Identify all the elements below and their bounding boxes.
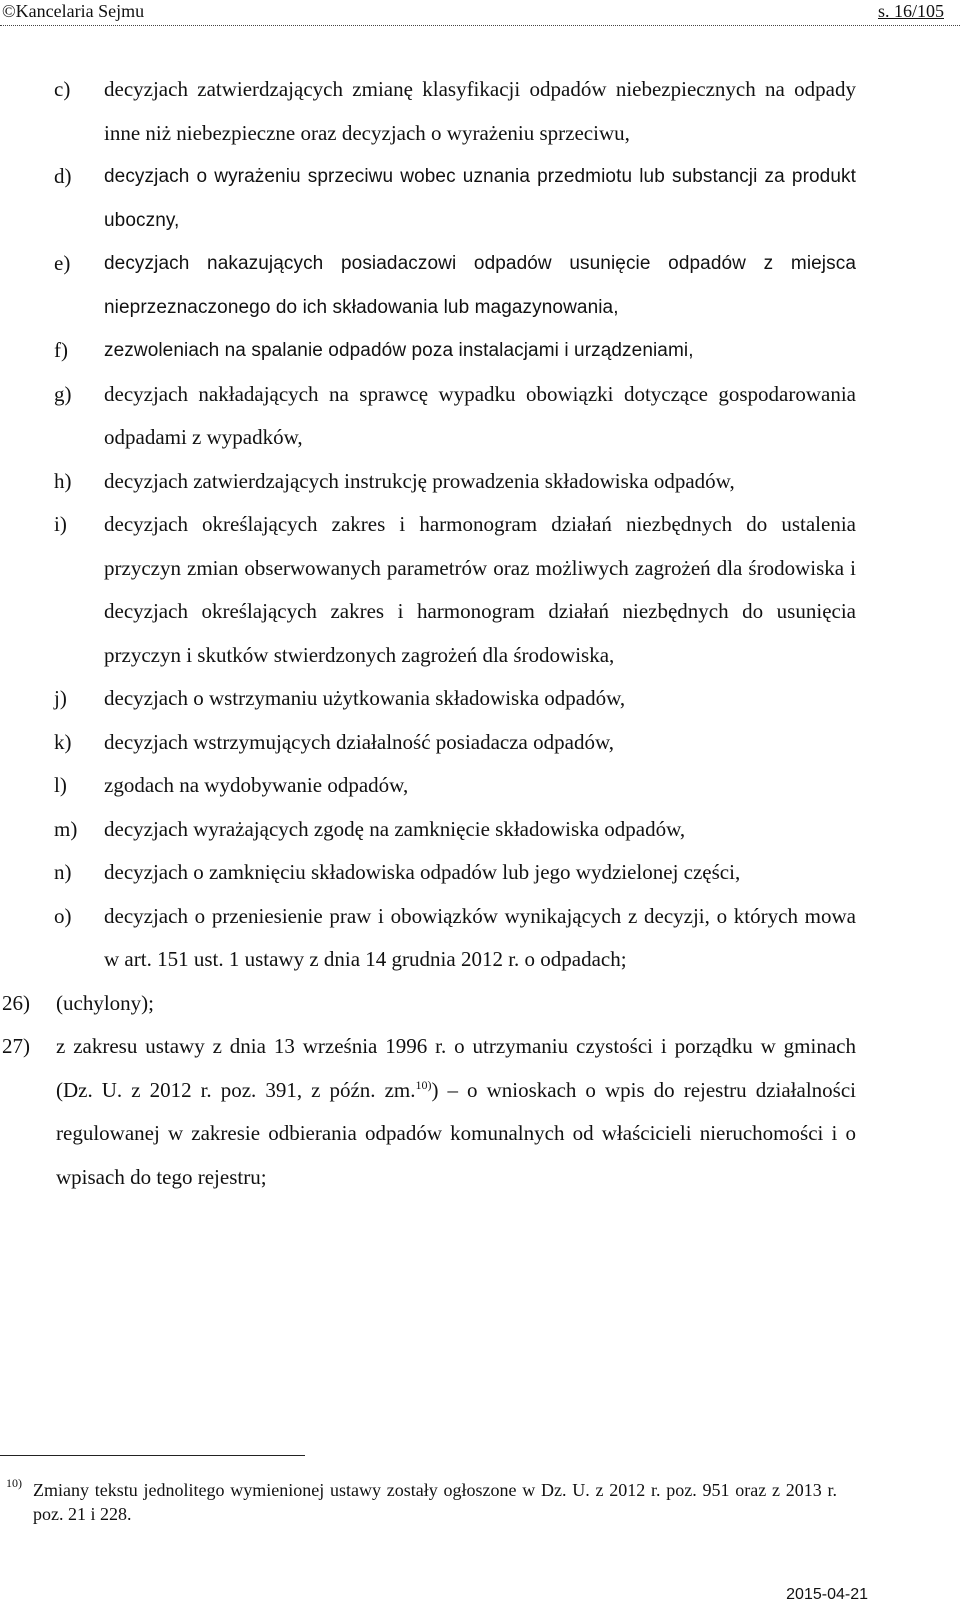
list-marker: 27) [2,1034,30,1058]
list-marker: l) [54,773,67,797]
footnote [0,1478,960,1526]
list-item-n [0,851,960,895]
list-marker: i) [54,512,67,536]
header-page-number: s. 16/105 [877,1,944,21]
list-item-c [0,68,960,155]
list-item-text: decyzjach nakładających na sprawcę wypadku obowiązki dotyczące gospodarowania odpadami z wypadków, [104,381,856,449]
list-item-f [0,329,960,373]
list-item-e [0,242,960,329]
list-item-k [0,721,960,765]
footer-date: 2015-04-21 [786,1586,868,1603]
list-item-l [0,764,960,808]
footnote-text: Zmiany tekstu jednolitego wymienionej ustawy zostały ogłoszone w Dz. U. z 2012 r. poz. 951 oraz z 2013 r. poz. 21 i 228. [33,1480,837,1524]
list-marker: d) [54,164,72,188]
list-marker: e) [54,251,71,275]
list-marker: n) [54,860,72,884]
list-marker: h) [54,468,72,493]
list-item-text: zgodach na wydobywanie odpadów, [104,773,409,797]
list-item-text: (uchylony); [56,990,154,1015]
list-item-text: decyzjach wstrzymujących działalność posiadacza odpadów, [104,729,614,754]
list-item-h [0,460,960,504]
list-item-text: decyzjach o przeniesienie praw i obowiązków wynikających z decyzji, o których mowa w art. 151 ust. 1 ustawy z dnia 14 grudnia 2012 r. o odpadach; [104,903,856,971]
list-item-26 [0,982,960,1026]
list-item-j [0,677,960,721]
list-marker: c) [54,77,71,101]
header-rule [0,25,960,26]
list-item-text: decyzjach o zamknięciu składowiska odpadów lub jego wydzielonej części, [104,860,741,884]
list-item-text: decyzjach o wstrzymaniu użytkowania składowiska odpadów, [104,686,626,710]
list-marker: m) [54,816,78,841]
list-item-text [56,1025,856,1199]
list-marker: o) [54,903,72,928]
header-copyright: ©Kancelaria Sejmu [2,1,145,21]
item-27-text-before: z zakresu ustawy z dnia 13 września 1996 r. o utrzymaniu czystości i porządku w gminach (Dz. U. z 2012 r. poz. 391, z późn. zm. [56,1034,856,1102]
footnote-separator [0,1455,305,1456]
item-27-text-after: ) – o wnioskach o wpis do rejestru działalności regulowanej w zakresie odbierania odpadów komunalnych od właścicieli nieruchomości i o wpisach do tego rejestru; [56,1077,856,1189]
document-body [0,68,960,1199]
list-item-text: zezwoleniach na spalanie odpadów poza instalacjami i urządzeniami, [104,340,694,361]
list-marker: g) [54,381,72,406]
list-marker: j) [54,686,67,710]
list-marker: k) [54,729,72,754]
list-item-text: decyzjach określających zakres i harmonogram działań niezbędnych do ustalenia przyczyn zmian obserwowanych parametrów oraz możliwych zagrożeń dla środowiska i decyzjach określających zakres i harmonogram działań niezbędnych do usunięcia przyczyn i skutków stwierdzonych zagrożeń dla środowiska, [104,512,856,667]
list-item-i [0,503,960,677]
list-item-d [0,155,960,242]
list-item-g [0,373,960,460]
list-item-text: decyzjach wyrażających zgodę na zamknięcie składowiska odpadów, [104,816,686,841]
list-marker: 26) [2,990,30,1015]
list-item-o [0,895,960,982]
list-marker: f) [54,338,68,362]
list-item-27 [0,1025,960,1199]
list-item-text: decyzjach nakazujących posiadaczowi odpadów usunięcie odpadów z miejsca nieprzeznaczonego do ich składowania lub magazynowania, [104,253,856,318]
page-header [0,0,960,26]
list-item-text: decyzjach zatwierdzających instrukcję prowadzenia składowiska odpadów, [104,468,735,493]
footnote-number: 10) [6,1476,22,1490]
footnote-reference[interactable]: 10) [415,1077,432,1092]
list-item-text: decyzjach zatwierdzających zmianę klasyfikacji odpadów niebezpiecznych na odpady inne niż niebezpieczne oraz decyzjach o wyrażeniu sprzeciwu, [104,77,856,145]
list-item-text: decyzjach o wyrażeniu sprzeciwu wobec uznania przedmiotu lub substancji za produkt uboczny, [104,166,856,231]
list-item-m [0,808,960,852]
